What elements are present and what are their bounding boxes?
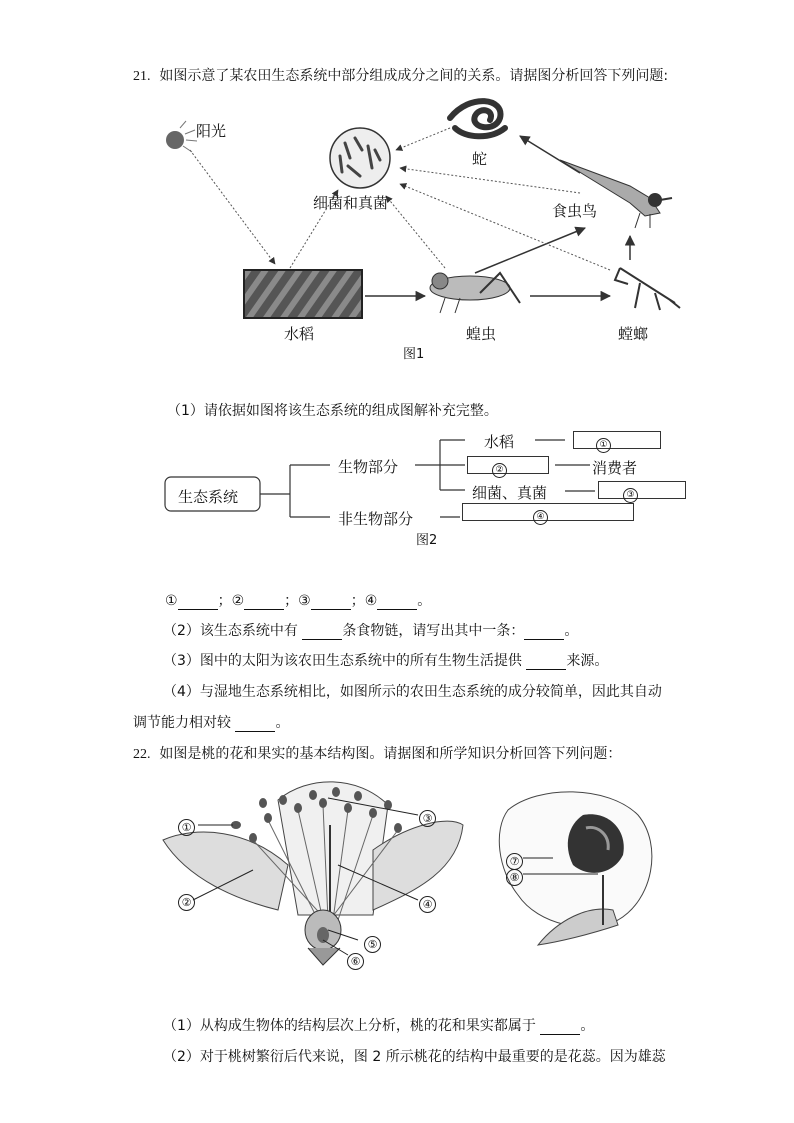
label-locust: 蝗虫	[466, 325, 497, 343]
label-3: ③	[419, 810, 436, 827]
diagram-decomposer: 细菌、真菌	[472, 484, 548, 502]
flower-label-2	[178, 891, 195, 911]
figure1-ecosystem	[150, 88, 690, 358]
petal-center	[278, 782, 388, 915]
q21-part4-c: 。	[275, 715, 290, 731]
diagram-nonbio: 非生物部分	[338, 510, 414, 528]
label-1: ①	[178, 819, 195, 836]
blank-label-2: ②	[231, 593, 245, 609]
petal-right	[373, 821, 463, 910]
answer-blank-energy[interactable]	[526, 655, 566, 670]
q21-stem	[133, 66, 668, 87]
flower-label-3	[419, 807, 436, 827]
diagram-root: 生态系统	[178, 488, 239, 506]
flower-label-1	[178, 816, 195, 836]
sun-icon	[166, 131, 184, 149]
diagram-box1	[573, 431, 661, 449]
end-1: 。	[417, 593, 432, 609]
locust-icon	[430, 273, 520, 313]
diagram-box4	[462, 503, 634, 521]
q21-stem-text: 如图示意了某农田生态系统中部分组成成分之间的关系。请据图分析回答下列问题:	[159, 68, 669, 84]
q21-part2-b: 条食物链，请写出其中一条：	[342, 623, 525, 639]
label-4: ④	[419, 896, 436, 913]
q22-part2: （2）对于桃树繁衍后代来说，图 2 所示桃花的结构中最重要的是花蕊。因为雄蕊	[163, 1049, 666, 1065]
answer-blank-level[interactable]	[540, 1020, 580, 1035]
label-8: ⑧	[506, 869, 523, 886]
answer-blank-chains[interactable]	[302, 625, 342, 640]
q21-part4: （4）与湿地生态系统相比，如图所示的农田生态系统的成分较简单，因此其自动	[163, 684, 662, 700]
q21-part4-cont	[133, 712, 289, 732]
label-mantis: 螳螂	[618, 325, 649, 343]
label-2: ②	[178, 894, 195, 911]
sep-3: ；	[350, 593, 365, 609]
label-5: ⑤	[364, 936, 381, 953]
label-snake: 蛇	[472, 150, 488, 168]
rice-icon	[244, 270, 362, 318]
blank-label-1: ①	[165, 593, 178, 609]
q22-part1	[163, 1015, 594, 1035]
q21-part3-a: （3）图中的太阳为该农田生态系统中的所有生物生活提供	[163, 653, 522, 669]
label-6: ⑥	[347, 953, 364, 970]
diagram-box2	[467, 456, 549, 474]
q22-stem	[133, 744, 621, 765]
flower-label-4	[419, 893, 436, 913]
diagram-consumer: 消费者	[592, 459, 638, 477]
q22-part1-b: 。	[580, 1018, 595, 1034]
blank-label-3: ③	[298, 593, 311, 609]
q21-part3	[163, 650, 608, 670]
figure-peach-flower-fruit	[158, 770, 688, 975]
answer-blank-1[interactable]	[178, 595, 218, 610]
flower-label-6	[347, 950, 364, 970]
label-bacteria: 细菌和真菌	[313, 194, 389, 212]
mantis-icon	[615, 268, 680, 310]
label-bird: 食虫鸟	[552, 202, 598, 220]
answer-blank-regulation[interactable]	[235, 717, 275, 732]
diagram-box3	[598, 481, 686, 499]
sep-1: ；	[217, 593, 232, 609]
q22-part1-a: （1）从构成生物体的结构层次上分析，桃的花和果实都属于	[163, 1018, 536, 1034]
diagram-rice: 水稻	[484, 433, 515, 451]
q21-part3-b: 来源。	[566, 653, 609, 669]
answer-blank-4[interactable]	[377, 595, 417, 610]
answer-blank-3[interactable]	[311, 595, 351, 610]
sep-2: ；	[284, 593, 299, 609]
fruit-label-8	[506, 866, 523, 886]
answer-blank-2[interactable]	[244, 595, 284, 610]
snake-icon	[450, 101, 505, 136]
q22-number: 22.	[133, 747, 151, 762]
figure2-caption: 图2	[416, 533, 438, 548]
diagram-bio: 生物部分	[338, 458, 399, 476]
q21-number: 21.	[133, 69, 151, 84]
q21-part4-b: 调节能力相对较	[133, 715, 231, 731]
flower-label-5	[364, 933, 381, 953]
q21-part2-a: （2）该生态系统中有	[163, 623, 298, 639]
label-7: ⑦	[506, 853, 523, 870]
box4-label: ④	[533, 510, 548, 525]
q21-part2-c: 。	[564, 623, 579, 639]
box2-label: ②	[492, 463, 507, 478]
label-sun: 阳光	[196, 122, 227, 140]
label-rice: 水稻	[284, 325, 315, 343]
box1-label: ①	[596, 438, 611, 453]
blank-label-4: ④	[364, 593, 378, 609]
box3-label: ③	[623, 488, 638, 503]
q22-stem-text: 如图是桃的花和果实的基本结构图。请据图和所学知识分析回答下列问题：	[159, 746, 622, 762]
answer-blank-chain[interactable]	[524, 625, 564, 640]
q21-blanks	[165, 590, 431, 610]
figure1-caption: 图1	[403, 347, 425, 362]
q21-part1: （1）请依据如图将该生态系统的组成图解补充完整。	[167, 403, 498, 419]
q21-part2	[163, 620, 578, 640]
